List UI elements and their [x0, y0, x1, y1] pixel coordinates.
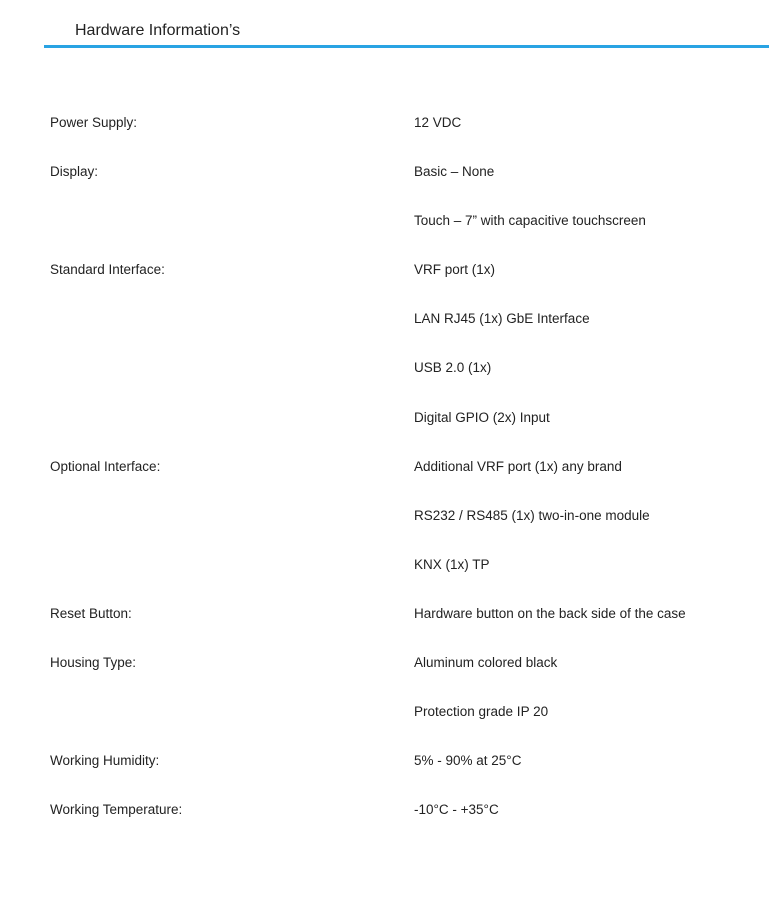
spec-row: [50, 505, 750, 554]
spec-label: Working Temperature:: [50, 802, 183, 818]
spec-label: Reset Button:: [50, 605, 132, 621]
spec-row: [50, 701, 750, 750]
spec-row: [50, 210, 750, 259]
spec-value: Protection grade IP 20: [414, 704, 549, 720]
spec-value: 12 VDC: [414, 115, 462, 130]
spec-value: VRF port (1x): [414, 262, 496, 278]
spec-table: [50, 112, 750, 848]
spec-value: 5% - 90% at 25°C: [414, 753, 522, 769]
spec-row: [50, 308, 750, 357]
spec-label: Optional Interface:: [50, 458, 161, 474]
spec-value: LAN RJ45 (1x) GbE Interface: [414, 311, 590, 327]
spec-label: Display:: [50, 164, 99, 180]
spec-row: [50, 112, 750, 161]
spec-row: [50, 407, 750, 456]
spec-label: Standard Interface:: [50, 262, 165, 278]
spec-value: Touch – 7” with capacitive touchscreen: [414, 213, 646, 229]
spec-label: Working Humidity:: [50, 753, 160, 769]
spec-value: RS232 / RS485 (1x) two-in-one module: [414, 507, 650, 523]
spec-value: Basic – None: [414, 164, 495, 180]
page-title: Hardware Information’s: [75, 22, 241, 39]
spec-label: Housing Type:: [50, 655, 137, 671]
spec-row: [50, 161, 750, 210]
spec-value: KNX (1x) TP: [414, 556, 490, 572]
spec-row: [50, 652, 750, 701]
header-divider: [44, 45, 769, 48]
spec-value: Hardware button on the back side of the case: [414, 605, 686, 621]
spec-value: Aluminum colored black: [414, 655, 558, 671]
spec-row: [50, 259, 750, 308]
spec-value: Additional VRF port (1x) any brand: [414, 458, 622, 474]
spec-row: [50, 750, 750, 799]
spec-row: [50, 456, 750, 505]
spec-value: -10°C - +35°C: [414, 802, 499, 818]
spec-value: Digital GPIO (2x) Input: [414, 409, 550, 425]
spec-row: [50, 799, 750, 848]
spec-label: Power Supply:: [50, 115, 138, 130]
spec-row: [50, 603, 750, 652]
spec-row: [50, 554, 750, 603]
spec-row: [50, 357, 750, 406]
spec-value: USB 2.0 (1x): [414, 360, 492, 376]
